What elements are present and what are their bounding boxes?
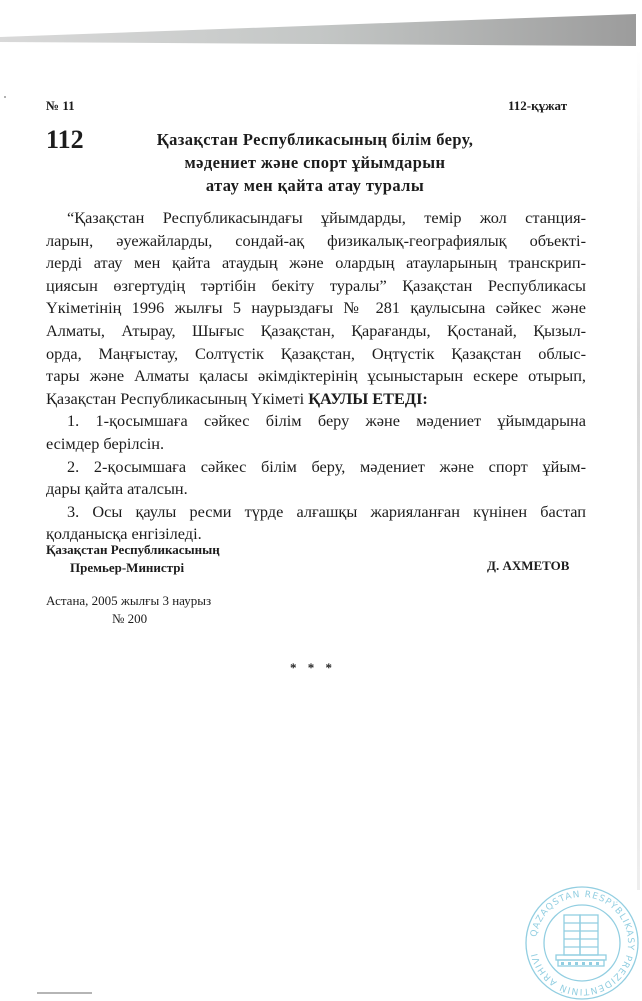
svg-text:QAZAQSTAN RESPÝBLIKASY PREZIDE	[529, 890, 635, 996]
title-line: Қазақстан Республикасының білім беру,	[156, 130, 474, 149]
title-line: мәдениет және спорт ұйымдарын	[184, 153, 446, 172]
preamble-line: Үкіметінің 1996 жылғы 5 наурыздағы № 281 қаулысына сәйкес және	[46, 298, 586, 318]
document-number: 112	[46, 125, 84, 154]
decree-body	[46, 207, 586, 546]
item-line: 1. 1-қосымшаға сәйкес білім беру және мәдениет ұйымдарына	[67, 411, 586, 431]
item-line: 3. Осы қаулы ресми түрде алғашқы жарияланған күнінен бастап	[67, 501, 586, 521]
preamble-final-line	[46, 388, 586, 411]
place-date: Астана, 2005 жылғы 3 наурыз	[46, 593, 212, 608]
document-title	[130, 128, 500, 197]
preamble-line: Алматы, Атырау, Шығыс Қазақстан, Қарағанды, Қостанай, Қызыл-	[46, 320, 586, 340]
stamp-text: QAZAQSTAN RESPÝBLIKASY PREZIDENTINIŃ ARHIVI	[529, 889, 636, 997]
preamble-line: орда, Маңғыстау, Солтүстік Қазақстан, Оңтүстік Қазақстан облыс-	[46, 343, 586, 363]
scan-shadow-band	[0, 0, 642, 50]
title-line: атау мен қайта атау туралы	[205, 176, 425, 195]
document-reference: 112-құжат	[508, 98, 568, 113]
preamble-line: ларын, әуежайларды, сондай-ақ физикалық-географиялық объекті-	[46, 230, 586, 250]
signatory-name: Д. АХМЕТОВ	[487, 558, 570, 573]
item-line: дары қайта аталсын.	[46, 479, 188, 499]
preamble-line: тары және Алматы қаласы әкімдіктерінің ұсыныстарын ескере отырып,	[46, 366, 586, 386]
item-line: есімдер берілсін.	[46, 433, 165, 453]
item-line: қолданысқа енгізіледі.	[46, 524, 202, 544]
page-edge-shadow	[637, 50, 640, 890]
scan-mark	[37, 992, 92, 994]
decree-number: № 200	[112, 611, 148, 626]
signatory-position	[46, 541, 220, 577]
scan-speck	[4, 96, 6, 98]
section-separator: * * *	[290, 660, 336, 675]
preamble-line: “Қазақстан Республикасындағы ұйымдарды, темір жол станция-	[67, 208, 586, 227]
issue-info	[46, 592, 211, 628]
item-line: 2. 2-қосымшаға сәйкес білім беру, мәдениет және спорт ұйым-	[67, 456, 586, 476]
decree-phrase: ҚАУЛЫ ЕТЕДІ:	[308, 388, 428, 408]
position-line: Қазақстан Республикасының	[46, 542, 220, 557]
archive-stamp-icon	[524, 885, 640, 1001]
preamble-line: циясын өзгертудің тәртібін бекіту туралы” Қазақстан Республикасы	[46, 275, 586, 295]
preamble-final-prefix: Қазақстан Республикасының Үкіметі	[46, 388, 309, 408]
preamble-line: лерді атау мен қайта атаудың және олардың атауларының транскрип-	[46, 253, 586, 273]
issue-number: № 11	[46, 98, 75, 113]
position-line: Премьер-Министрі	[70, 560, 185, 575]
